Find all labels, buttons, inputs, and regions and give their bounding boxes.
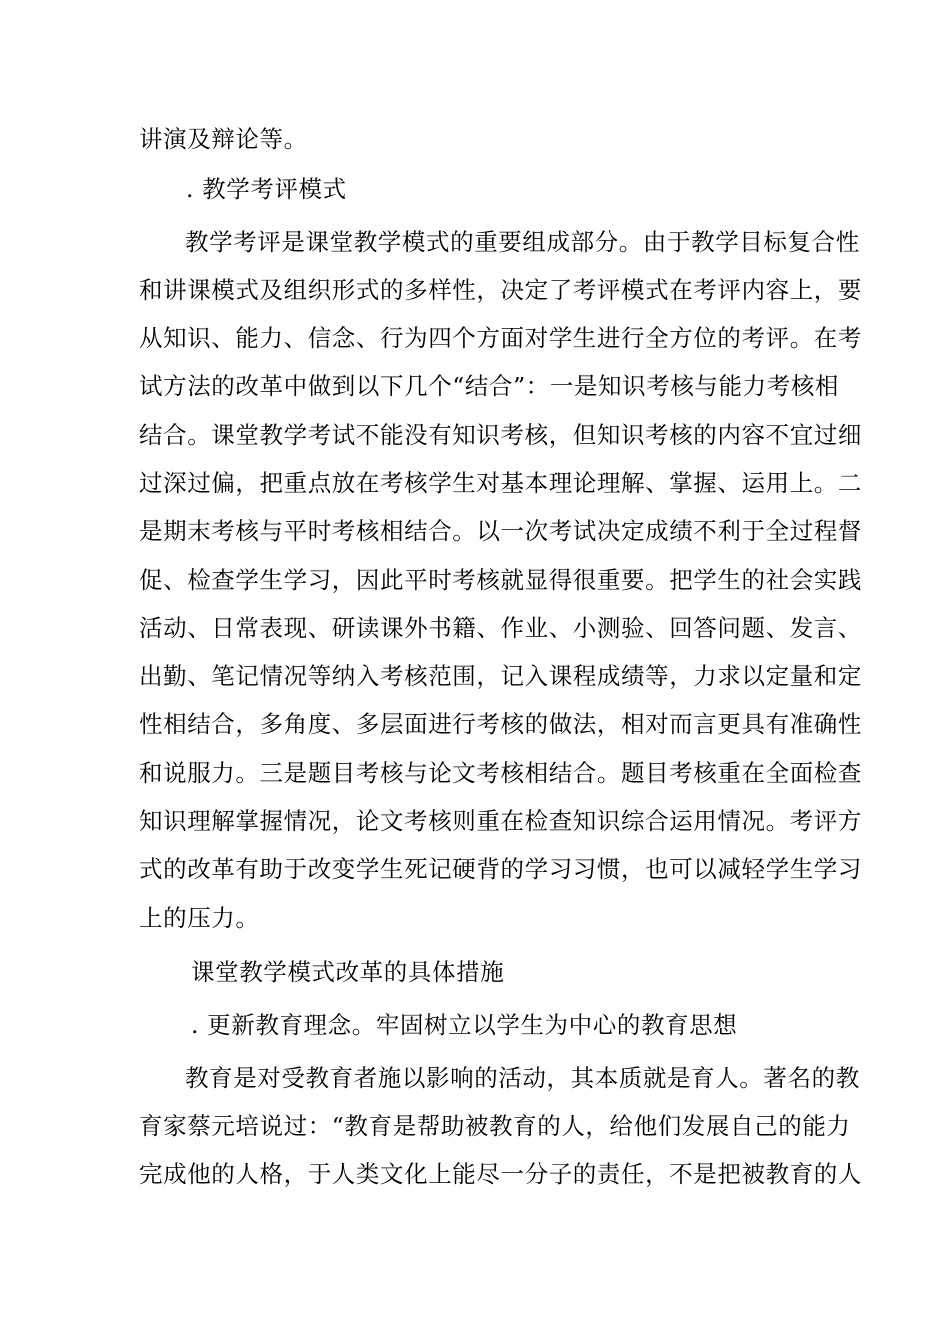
paragraph-line: 和讲课模式及组织形式的多样性，决定了考评模式在考评内容上，要 [139,276,862,304]
paragraph-line: 过深过偏，把重点放在考核学生对基本理论理解、掌握、运用上。二 [139,469,862,497]
text-line: 讲演及辩论等。 [139,125,308,153]
paragraph-line: 式的改革有助于改变学生死记硬背的学习习惯，也可以减轻学生学习 [139,855,862,883]
paragraph-line: 结合。课堂教学考试不能没有知识考核，但知识考核的内容不宜过细 [139,421,862,449]
paragraph-line: 完成他的人格，于人类文化上能尽一分子的责任，不是把被教育的人 [139,1160,862,1188]
paragraph-line: 从知识、能力、信念、行为四个方面对学生进行全方位的考评。在考 [139,324,862,352]
paragraph-line: 是期末考核与平时考核相结合。以一次考试决定成绩不利于全过程督 [139,517,862,545]
section-heading: 课堂教学模式改革的具体措施 [191,958,505,986]
subsection-heading: . 更新教育理念。牢固树立以学生为中心的教育思想 [191,1011,738,1039]
paragraph-line: 教学考评是课堂教学模式的重要组成部分。由于教学目标复合性 [185,228,860,256]
section-heading: . 教学考评模式 [186,175,347,203]
paragraph-line: 试方法的改革中做到以下几个“结合”：一是知识考核与能力考核相 [139,372,840,400]
paragraph-line: 性相结合，多角度、多层面进行考核的做法，相对而言更具有准确性 [139,710,862,738]
paragraph-line: 出勤、笔记情况等纳入考核范围，记入课程成绩等，力求以定量和定 [139,662,862,690]
paragraph-line: 和说服力。三是题目考核与论文考核相结合。题目考核重在全面检查 [139,759,862,787]
paragraph-line: 促、检查学生学习，因此平时考核就显得很重要。把学生的社会实践 [139,566,862,594]
paragraph-line: 知识理解掌握情况，论文考核则重在检查知识综合运用情况。考评方 [139,807,862,835]
paragraph-line: 上的压力。 [139,904,260,932]
paragraph-line: 教育是对受教育者施以影响的活动，其本质就是育人。著名的教 [185,1064,860,1092]
paragraph-line: 活动、日常表现、研读课外书籍、作业、小测验、回答问题、发言、 [139,614,862,642]
paragraph-line: 育家蔡元培说过：“教育是帮助被教育的人，给他们发展自己的能力 [139,1112,851,1140]
